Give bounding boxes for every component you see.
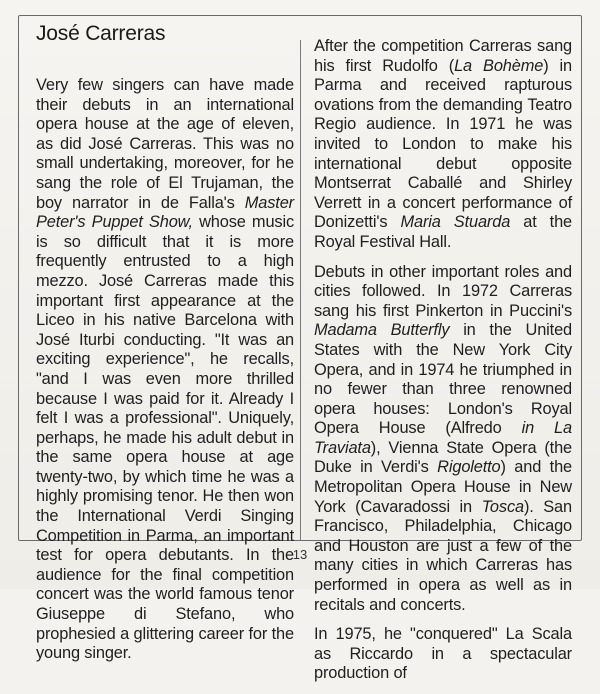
left-paragraph xyxy=(36,76,294,664)
left-italic-title: Master Peter's Puppet Show, xyxy=(36,193,294,232)
right-p1-text-a: After the competition Carreras sang his first Rudolfo ( xyxy=(314,37,572,75)
left-text-2: whose music is so difficult that it is more frequently entrusted to a high mezzo. José Carreras made this important first appearance at the Liceo in his native Barcelona with José Iturbi conducting. "It was an exciting experience", he recalls, "and I was even more thrilled because I was paid for it. Already I felt I was a professional". Uniquely, perhaps, he made his adult debut in the same opera house at age twenty-two, by which time he was a highly promising tenor. He then won the International Verdi Singing Competition in Parma, an important test for opera debutants. In the audience for the final competition concert was the world famous tenor Giuseppe di Stefano, who prophesied a glittering career for the young singer. xyxy=(36,213,294,663)
right-paragraph-1 xyxy=(314,37,572,253)
right-paragraph-2 xyxy=(314,263,572,616)
right-p2-text-e: ). San Francisco, Philadelphia, Chicago and Houston are just a few of the many cities in which Carreras has performed in opera as well as in recitals and concerts. xyxy=(314,497,572,614)
right-column xyxy=(314,37,572,694)
section-heading: José Carreras xyxy=(36,22,166,45)
left-text-1: Very few singers can have made their debuts in an international opera house at the age of eleven, as did José Carreras. This was no small undertaking, moreover, for he sang the role of El Trujaman, the boy narrator in de Falla's xyxy=(36,76,294,212)
right-p2-text-b: in the United States with the New York City Opera, and in 1974 he triumphed in no fewer than three renowned opera houses: London's Royal Opera House (Alfredo xyxy=(314,321,573,438)
right-p1-text-b: ) in Parma and received rapturous ovations from the demanding Teatro Regio audience. In 1971 he was invited to London to make his international debut opposite Montserrat Caballé and Shirley Verrett in a concert performance of Donizetti's xyxy=(314,56,573,232)
right-p2-italic-2: in La Traviata xyxy=(314,419,572,457)
right-p1-italic-1: La Bohème xyxy=(454,56,544,75)
column-divider xyxy=(300,40,301,540)
right-p1-italic-2: Maria Stuarda xyxy=(400,213,511,232)
right-p2-italic-3: Rigoletto xyxy=(437,458,501,477)
right-p2-text-d: ) and the Metropolitan Opera House in New York (Cavaradossi in xyxy=(314,458,572,516)
page-number: 13 xyxy=(292,547,308,562)
left-column xyxy=(36,76,294,664)
right-p2-text-a: Debuts in other important roles and cities followed. In 1972 Carreras sang his first Pinkerton in Puccini's xyxy=(314,262,572,320)
right-p2-italic-4: Tosca xyxy=(481,497,524,516)
right-paragraph-3: In 1975, he "conquered" La Scala as Riccardo in a spectacular production of xyxy=(314,625,572,683)
right-p2-italic-1: Madama Butterfly xyxy=(314,321,450,340)
right-p1-text-c: at the Royal Festival Hall. xyxy=(314,213,572,251)
right-p2-text-c: ), Vienna State Opera (the Duke in Verdi's xyxy=(314,438,572,477)
